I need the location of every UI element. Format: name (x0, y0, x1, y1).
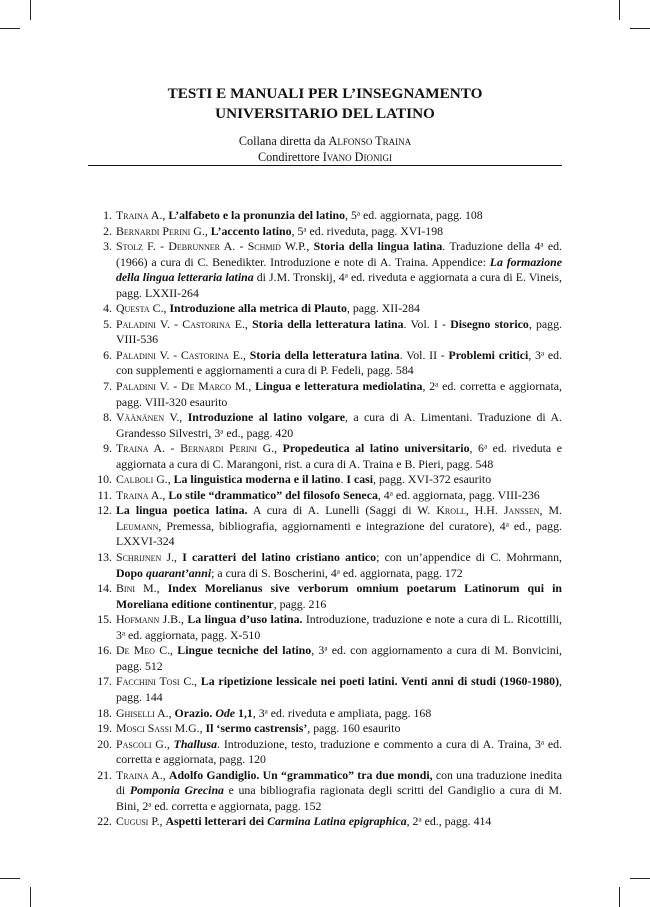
citation-segment: Schrijnen (116, 550, 162, 565)
citation-segment: , pagg. 144 (116, 674, 562, 704)
book-citation (116, 706, 562, 722)
citation-segment: , pagg. XII-284 (346, 301, 420, 316)
citation-segment: , pagg. 216 (273, 596, 327, 611)
citation-segment: Stolz (116, 239, 143, 254)
book-citation (116, 348, 562, 379)
book-entry (88, 208, 562, 224)
citation-segment: J., (161, 550, 183, 565)
codirector-label: Condirettore (258, 149, 320, 164)
citation-segment: Storia della letteratura latina (252, 316, 404, 331)
citation-segment: Storia della lingua latina (313, 239, 443, 254)
book-entry (88, 239, 562, 301)
citation-segment: M., (231, 379, 256, 394)
book-citation (116, 550, 562, 581)
book-citation (116, 737, 562, 768)
citation-segment: F. - (142, 239, 169, 254)
citation-segment: I casi (346, 472, 374, 487)
codirector-name: Ivano Dionigi (322, 149, 392, 164)
citation-segment: La formazione della lingua letteraria latina (116, 254, 562, 285)
crop-mark-top-left-h (0, 28, 20, 29)
citation-segment: Pomponia Grecina (129, 783, 224, 798)
citation-segment: Paladini (116, 316, 156, 331)
book-citation (116, 224, 562, 240)
citation-segment: , 3 (252, 705, 265, 720)
series-director-label: Collana diretta da (238, 134, 326, 149)
citation-segment: ed. aggiornata, pagg. VIII-236 (392, 487, 540, 502)
citation-segment: ed. aggiornata, pagg. 172 (339, 565, 463, 580)
book-entry (88, 472, 562, 488)
book-entry (88, 550, 562, 581)
crop-mark-bottom-left (30, 887, 31, 907)
citation-segment: Disegno storico (450, 316, 529, 331)
citation-segment: ed., pagg. 420 (223, 425, 294, 440)
citation-segment: A cura di A. Lunelli (Saggi di W. (247, 503, 437, 518)
book-number: 9. (103, 441, 112, 456)
book-entry (88, 488, 562, 504)
crop-mark-top-left (30, 0, 31, 20)
citation-segment: La linguistica moderna e il latino (173, 472, 341, 487)
book-entry (88, 768, 562, 815)
series-title-line-2: UNIVERSITARIO DEL LATINO (215, 104, 435, 122)
citation-segment: , a cura di A. Limentani. Traduzione di A. Grandesso Silvestri, 3 (116, 410, 563, 440)
citation-segment: L’accento latino (210, 223, 292, 238)
citation-segment: , 2 (422, 379, 436, 394)
book-number: 18. (97, 705, 112, 720)
book-citation (116, 317, 562, 348)
citation-segment: , pagg. VIII-536 (116, 316, 562, 347)
book-citation (116, 301, 562, 317)
citation-segment: Paladini (116, 379, 156, 394)
book-citation (116, 472, 562, 488)
citation-segment: E., (229, 347, 250, 362)
citation-segment: ; con un’appendice di C. Mohrmann, (376, 550, 563, 565)
page-header (88, 84, 562, 165)
citation-segment: ed. riveduta e ampliata, pagg. 168 (267, 705, 432, 720)
citation-segment: ed. aggiornata, pagg. X-510 (125, 627, 261, 642)
citation-segment: Aspetti letterari dei (165, 814, 268, 829)
citation-segment: ed. corretta e aggiornata, pagg. 120 (116, 736, 563, 767)
book-entry (88, 410, 562, 441)
citation-segment: a (148, 800, 152, 809)
book-number: 8. (103, 410, 112, 425)
citation-segment: ; a cura di S. Boscherini, 4 (211, 565, 337, 580)
citation-segment: La lingua poetica latina. (116, 503, 248, 518)
citation-segment: Introduzione alla metrica di Plauto (169, 301, 347, 316)
citation-segment: Carmina Latina epigraphica (267, 814, 407, 829)
book-citation (116, 441, 562, 472)
citation-segment: Thallusa (173, 736, 218, 751)
citation-segment: a (435, 380, 439, 389)
citation-segment: ed. con supplementi e aggiornamenti a cura di P. Fedeli, pagg. 584 (116, 347, 562, 378)
citation-segment: Hofmann (116, 612, 160, 627)
citation-segment: a (540, 349, 545, 358)
citation-segment: , pagg. 160 esaurito (307, 721, 401, 736)
citation-segment: Bernardi Perini (116, 223, 191, 238)
citation-segment: Schmid (247, 239, 281, 254)
book-number: 16. (97, 643, 112, 658)
citation-segment: Janssen (503, 503, 540, 518)
book-number: 1. (103, 208, 112, 222)
citation-segment: M.G., (171, 721, 206, 736)
citation-segment: G., (257, 441, 283, 456)
book-citation (116, 239, 562, 301)
book-entry (88, 301, 562, 317)
book-entry (88, 737, 562, 768)
citation-segment: De Marco (181, 379, 232, 394)
citation-segment: M., (135, 581, 168, 596)
citation-segment: G., (151, 736, 174, 751)
citation-segment: a (483, 442, 488, 451)
citation-segment: di J.M. Tronskij, 4 (253, 270, 345, 285)
citation-segment: Lingua e letteratura mediolatina (255, 379, 423, 394)
citation-segment: a (324, 644, 328, 653)
crop-mark-bottom-left-h (0, 878, 20, 879)
citation-segment: 1,1 (235, 705, 253, 720)
citation-segment: , 3 (528, 347, 541, 362)
series-title-line-1: TESTI E MANUALI PER L’INSEGNAMENTO (167, 85, 483, 102)
citation-segment: Ode (215, 705, 236, 720)
book-citation (116, 208, 562, 224)
citation-segment: Cugusi (116, 814, 149, 829)
citation-segment: Traina (116, 487, 149, 502)
book-entry (88, 224, 562, 240)
crop-mark-bottom-right (619, 887, 620, 907)
citation-segment: ed. riveduta e aggiornata a cura di C. Marangoni, rist. a cura di A. Traina e B. Pieri, pagg. 548 (116, 441, 563, 471)
citation-segment: C., (149, 301, 170, 316)
book-number: 13. (97, 550, 112, 565)
citation-segment: e una bibliografia ragionata degli scritti del Gandiglio a cura di M. Bini, 2 (116, 783, 562, 813)
citation-segment: L’alfabeto e la pronunzia del latino (168, 208, 346, 222)
citation-segment: Facchini Tosi (116, 674, 180, 689)
citation-segment: Väänänen (116, 410, 165, 425)
citation-segment: , M. (539, 503, 562, 518)
citation-segment: a (389, 489, 393, 498)
citation-segment: , 2 (406, 814, 419, 829)
citation-segment: ed. con aggiornamento a cura di M. Bonvicini, pagg. 512 (116, 643, 562, 673)
series-director-name: Alfonso Traina (328, 134, 412, 149)
citation-segment: Storia della letteratura latina (249, 347, 400, 362)
book-entry (88, 612, 562, 643)
series-director-line (88, 134, 562, 150)
citation-segment: I caratteri del latino cristiano antico (182, 550, 377, 565)
citation-segment: V. - (155, 379, 182, 394)
book-entry (88, 721, 562, 737)
citation-segment: Traina (116, 767, 149, 782)
book-entry (88, 581, 562, 612)
citation-segment: Castorina (180, 347, 230, 362)
book-number: 11. (97, 487, 112, 502)
citation-segment: , 6 (469, 441, 484, 456)
citation-segment: G., (153, 472, 174, 487)
citation-segment: Orazio. (174, 705, 216, 720)
citation-segment: ed., pagg. 414 (421, 814, 492, 829)
book-number: 21. (97, 767, 112, 782)
crop-mark-top-right (619, 0, 620, 20)
citation-segment: Lingue tecniche del latino (177, 643, 312, 658)
citation-segment: Calboli (116, 472, 154, 487)
citation-segment: . Traduzione della 4 (442, 239, 541, 254)
citation-segment: ed. riveduta, pagg. XVI-198 (306, 223, 444, 238)
citation-segment: V. - (155, 347, 181, 362)
citation-segment: Adolfo Gandiglio. Un “grammatico” tra due mondi, (168, 767, 433, 782)
book-entry (88, 441, 562, 472)
citation-segment: Introduzione, traduzione e note a cura di L. Ricottilli, 3 (116, 612, 562, 642)
citation-segment: Debrunner (168, 239, 220, 254)
crop-mark-top-right-h (630, 28, 650, 29)
citation-segment: C., (154, 643, 178, 658)
citation-segment: ed. riveduta e aggiornata a cura di E. Vineis, pagg. LXXII-264 (116, 270, 562, 300)
citation-segment: A., (148, 767, 169, 782)
citation-segment: Pascoli (116, 736, 152, 751)
citation-segment: a (356, 209, 361, 218)
citation-segment: ed. corretta e aggiornata, pagg. VIII-320 esaurito (116, 379, 562, 409)
book-citation (116, 410, 562, 441)
crop-mark-bottom-right-h (630, 878, 650, 879)
book-citation (116, 612, 562, 643)
citation-segment: quarant’anni (145, 565, 212, 580)
citation-segment: , 5 (291, 223, 304, 238)
citation-segment: Lo stile “drammatico” del filosofo Seneca (168, 487, 378, 502)
book-entry (88, 643, 562, 674)
citation-segment: . Vol. I - (403, 316, 451, 331)
citation-segment: , 4 (377, 487, 390, 502)
book-number: 5. (103, 316, 112, 331)
citation-segment: Leumann (116, 518, 159, 533)
citation-segment: Paladini (116, 347, 156, 362)
citation-segment: . Introduzione, testo, traduzione e commento a cura di A. Traina, 3 (217, 736, 541, 751)
book-citation (116, 674, 562, 705)
book-number: 22. (97, 814, 112, 829)
citation-segment: a (418, 815, 422, 824)
codirector-line (88, 150, 562, 166)
citation-segment: P., (148, 814, 166, 829)
book-entry (88, 814, 562, 830)
citation-segment: Bini (116, 581, 136, 596)
book-number: 14. (97, 581, 112, 596)
citation-segment: Dopo (116, 565, 146, 580)
citation-segment: Il ‘sermo castrensis’ (205, 721, 308, 736)
citation-segment: a (121, 629, 126, 638)
citation-segment: ed. corretta e aggiornata, pagg. 152 (151, 798, 322, 813)
citation-segment: ed. aggiornata, pagg. 108 (360, 208, 483, 222)
citation-segment: V., (164, 410, 188, 425)
citation-segment: A., (148, 487, 169, 502)
citation-segment: E., (230, 316, 253, 331)
citation-segment: a (220, 427, 224, 436)
book-entry (88, 674, 562, 705)
book-entry (88, 317, 562, 348)
citation-segment: Ghiselli (116, 705, 155, 720)
citation-segment: C., (179, 674, 201, 689)
citation-segment: , pagg. XVI-372 esaurito (373, 472, 492, 487)
citation-segment: A., (154, 705, 175, 720)
book-number: 7. (103, 379, 112, 394)
book-citation (116, 721, 562, 737)
citation-segment: De Meo (116, 643, 155, 658)
citation-segment: a (540, 738, 545, 747)
citation-segment: a (303, 225, 307, 233)
citation-segment: a (505, 520, 509, 529)
book-citation (116, 503, 562, 550)
book-citation (116, 488, 562, 504)
citation-segment: A. - (220, 239, 248, 254)
book-list (88, 208, 562, 830)
citation-segment: ed., pagg. LXXVI-324 (116, 518, 562, 549)
citation-segment: . (340, 472, 347, 487)
citation-segment: V. - (155, 316, 183, 331)
citation-segment: Kroll (436, 503, 466, 518)
citation-segment: A. - (148, 441, 181, 456)
citation-segment: Propedeutica al latino universitario (282, 441, 470, 456)
book-number: 20. (97, 736, 112, 751)
citation-segment: Questa (116, 301, 150, 316)
citation-segment: , Premessa, bibliografia, aggiornamenti e integrazione del curatore), 4 (158, 518, 506, 533)
book-entry (88, 503, 562, 550)
book-number: 15. (97, 612, 112, 627)
citation-segment: a (540, 240, 544, 249)
citation-segment: J.B., (159, 612, 188, 627)
citation-segment: La lingua d’uso latina. (187, 612, 303, 627)
book-number: 6. (103, 347, 112, 362)
book-number: 3. (103, 239, 112, 254)
book-number: 4. (103, 301, 112, 316)
citation-segment: Index Morelianus sive verborum omnium poetarum Latinorum qui in Moreliana editione continentur (116, 581, 562, 611)
book-number: 17. (97, 674, 112, 689)
citation-segment: . Vol. II - (399, 347, 449, 362)
citation-segment: a (264, 706, 268, 715)
citation-segment: , H.H. (465, 503, 504, 518)
header-divider (88, 165, 562, 166)
book-entry (88, 379, 562, 410)
citation-segment: , 5 (345, 208, 357, 222)
citation-segment: a (344, 271, 348, 280)
citation-segment: Castorina (182, 316, 231, 331)
book-number: 12. (97, 503, 112, 518)
book-number: 2. (103, 223, 112, 238)
citation-segment: Introduzione al latino volgare (187, 410, 345, 425)
citation-segment: con una traduzione inedita di (116, 767, 563, 798)
book-entry (88, 348, 562, 379)
book-citation (116, 814, 562, 830)
citation-segment: ed. (1966) a cura di C. Benedikter. Introduzione e note di A. Traina. Appendice: (116, 239, 562, 269)
citation-segment: Problemi critici (448, 347, 529, 362)
citation-segment: a (336, 567, 340, 576)
book-number: 10. (97, 472, 112, 487)
citation-segment: Traina (116, 208, 149, 222)
book-number: 19. (97, 721, 112, 736)
citation-segment: Bernardi Perini (180, 441, 258, 456)
book-entry (88, 706, 562, 722)
citation-segment: W.P., (280, 239, 314, 254)
citation-segment: G., (190, 223, 211, 238)
citation-segment: , 3 (311, 643, 325, 658)
book-citation (116, 379, 562, 410)
citation-segment: La ripetizione lessicale nei poeti latini. Venti anni di studi (1960-1980) (200, 674, 560, 689)
citation-segment: Mosci Sassi (116, 721, 172, 736)
book-citation (116, 643, 562, 674)
book-citation (116, 768, 562, 815)
book-citation (116, 581, 562, 612)
citation-segment: Traina (116, 441, 149, 456)
citation-segment: A., (148, 208, 169, 222)
